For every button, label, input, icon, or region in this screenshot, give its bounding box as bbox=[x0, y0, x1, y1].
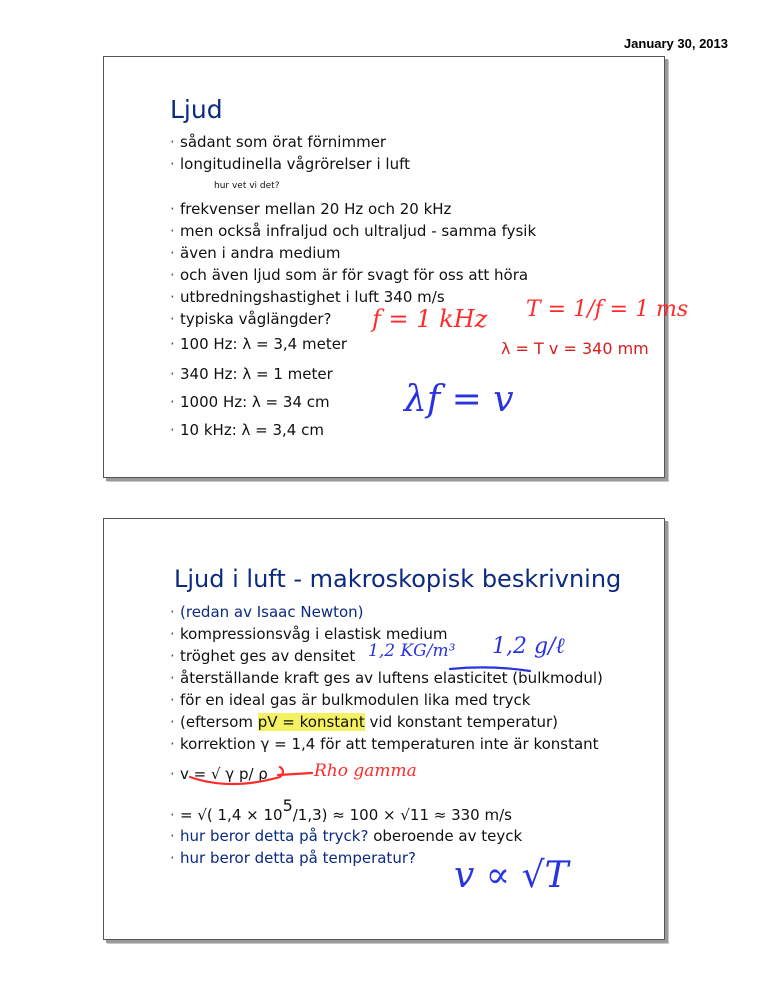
bullet: · 340 Hz: λ = 1 meter bbox=[170, 365, 333, 383]
bullet: · men också infraljud och ultraljud - samma fysik bbox=[170, 222, 537, 240]
bullet: · utbredningshastighet i luft 340 m/s bbox=[170, 288, 445, 306]
bullet: · sådant som örat förnimmer bbox=[170, 133, 387, 151]
handwritten-rho-gamma: Rho gamma bbox=[314, 761, 417, 781]
handwritten-density-kg: 1,2 KG/m³ bbox=[368, 641, 456, 661]
slide-ljud bbox=[103, 56, 689, 478]
bullet: · 10 kHz: λ = 3,4 cm bbox=[170, 421, 324, 439]
bullet: · v = √ γ p/ ρ bbox=[170, 765, 268, 783]
blue-underline-stroke bbox=[450, 667, 530, 671]
bullet: · longitudinella vågrörelser i luft bbox=[170, 155, 410, 173]
bullet: · 100 Hz: λ = 3,4 meter bbox=[170, 335, 348, 353]
bullet: · frekvenser mellan 20 Hz och 20 kHz bbox=[170, 200, 452, 218]
ink-annotations bbox=[104, 519, 664, 939]
bullet: · även i andra medium bbox=[170, 244, 341, 262]
bullet: · hur beror detta på tryck? oberoende av teyck bbox=[170, 827, 523, 845]
bullet: · hur beror detta på temperatur? bbox=[170, 849, 416, 867]
red-formula: λ = T v = 340 mm bbox=[501, 339, 649, 358]
bullet: · = √( 1,4 × 105/1,3) ≈ 100 × √11 ≈ 330 m/s bbox=[170, 796, 512, 824]
bullet: · tröghet ges av densitet bbox=[170, 647, 356, 665]
page-date: January 30, 2013 bbox=[623, 36, 728, 51]
bullet: · (redan av Isaac Newton) bbox=[170, 603, 364, 621]
bullet: · typiska våglängder? bbox=[170, 310, 332, 328]
answer-pressure: oberoende av teyck bbox=[373, 827, 523, 845]
handwritten-wave-equation: λf = v bbox=[404, 379, 514, 420]
bullet: · korrektion γ = 1,4 för att temperaturen inte är konstant bbox=[170, 735, 599, 753]
handwritten-period: T = 1/f = 1 ms bbox=[526, 297, 689, 322]
bullet: · (eftersom pV = konstant vid konstant temperatur) bbox=[170, 713, 558, 731]
bullet: · återställande kraft ges av luftens elasticitet (bulkmodul) bbox=[170, 669, 603, 687]
slide-ljud-i-luft bbox=[103, 518, 665, 940]
small-note: hur vet vi det? bbox=[214, 181, 280, 191]
handwritten-frequency: f = 1 kHz bbox=[372, 305, 488, 333]
slide-title: Ljud i luft - makroskopisk beskrivning bbox=[174, 565, 622, 593]
highlighted-text: pV = konstant bbox=[257, 713, 365, 731]
bullet: · för en ideal gas är bulkmodulen lika med tryck bbox=[170, 691, 531, 709]
handwritten-proportionality: v ∝ √T bbox=[454, 855, 569, 896]
bullet: · och även ljud som är för svagt för oss att höra bbox=[170, 266, 529, 284]
bullet: · 1000 Hz: λ = 34 cm bbox=[170, 393, 330, 411]
handwritten-density-g: 1,2 g/ℓ bbox=[492, 634, 565, 659]
red-underline-arc bbox=[190, 767, 283, 784]
slide-title: Ljud bbox=[170, 95, 223, 124]
bullet: · kompressionsvåg i elastisk medium bbox=[170, 625, 448, 643]
